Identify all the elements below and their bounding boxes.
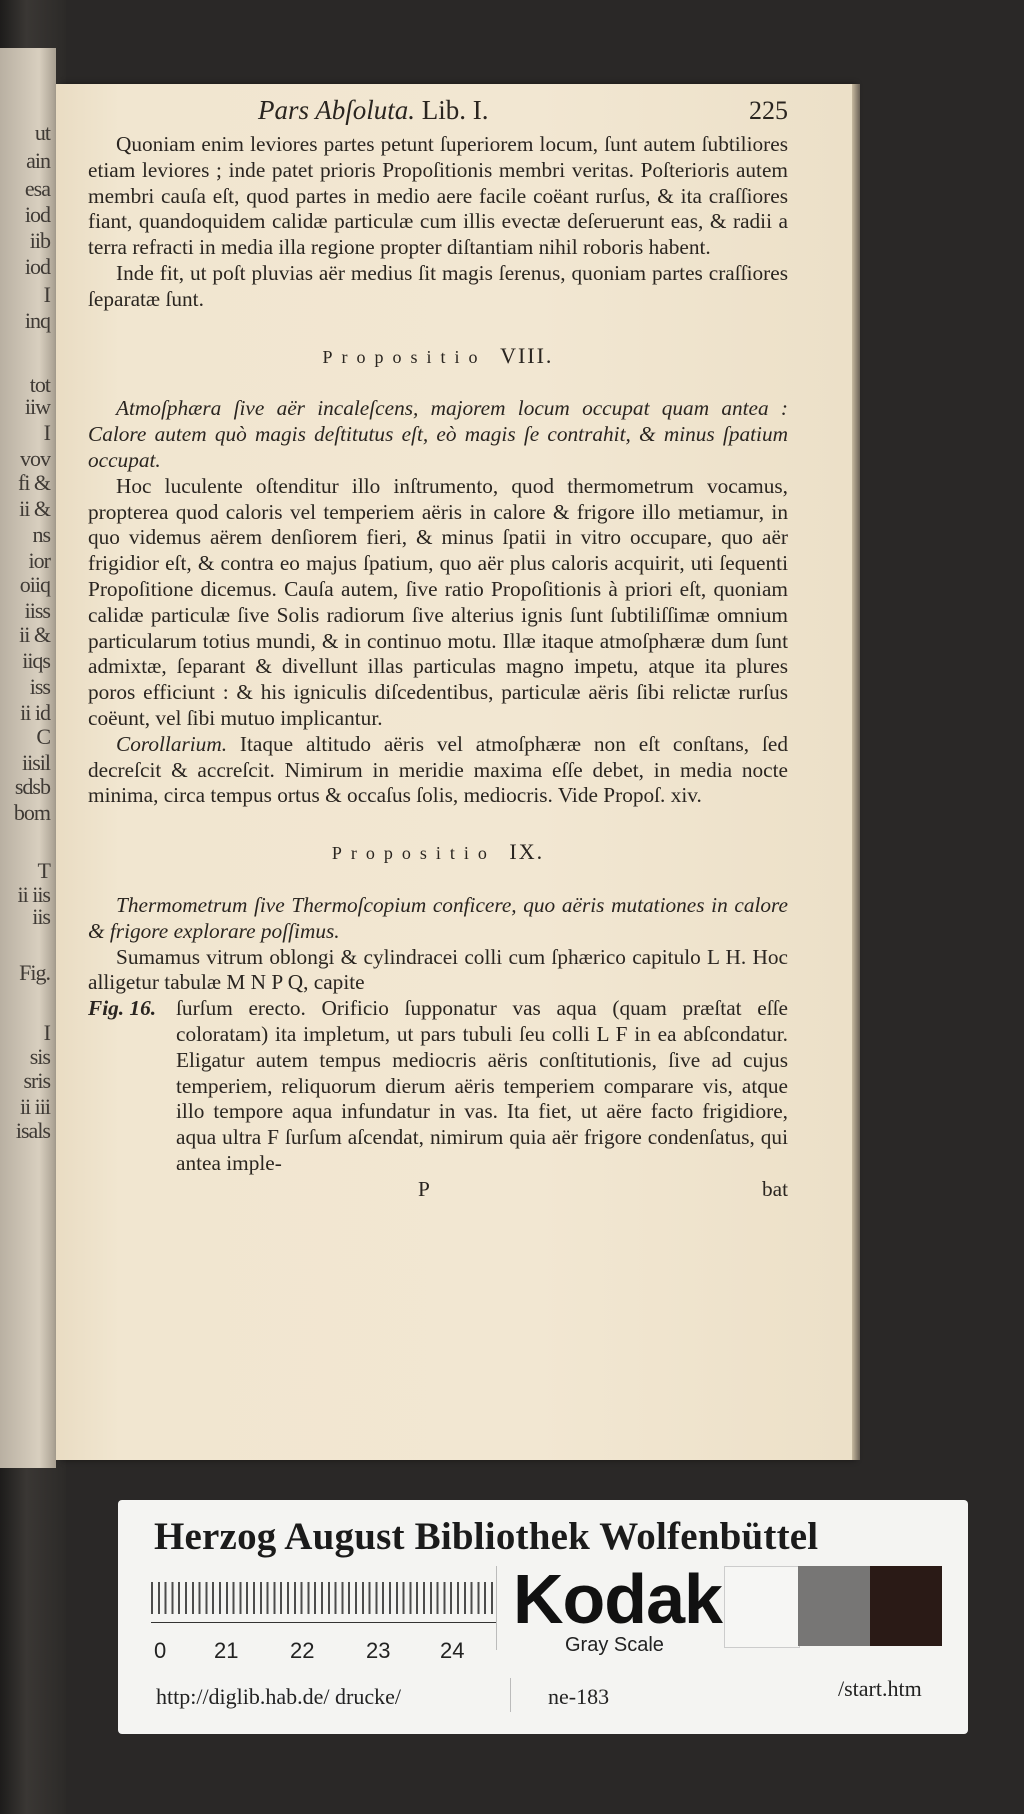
prev-page-fragment: isals [15,1118,50,1143]
prev-page-fragment: bom [13,800,50,825]
previous-page-edge [0,48,56,1468]
prev-page-fragment: T [37,858,50,883]
running-head-title [258,95,489,125]
page-number: 225 [749,96,788,125]
corollary-label: Corollarium. [116,731,228,756]
prev-page-fragment: iod [24,202,50,227]
url-left: http://diglib.hab.de/ drucke/ [156,1684,402,1709]
running-head [88,95,788,132]
prev-page-fragment: I [43,420,50,445]
prev-page-fragment: ii iis [17,882,50,907]
running-head-lib: Lib. I. [421,95,489,125]
figure-reference-row [88,996,788,1177]
prev-page-fragment: iis [32,904,50,929]
ruler-number: 0 [154,1638,167,1663]
signature-mark: P [418,1176,430,1201]
prev-page-fragment: I [43,282,50,307]
paragraph: Sumamus vitrum oblongi & cylindracei colli cum ſphærico capitulo L H. Hoc alligetur tabulæ M N P Q, capite [88,944,788,995]
gray-swatch-white [724,1566,800,1648]
corollary [88,732,788,809]
running-head-part: Pars Abſoluta. [258,95,416,125]
prev-page-fragment: Fig. [19,960,50,985]
prev-page-fragment: ior [28,548,50,573]
prev-page-fragment: iiss [24,598,50,623]
ruler-number: 22 [290,1638,315,1663]
prev-page-fragment: iiqs [22,648,50,673]
library-name: Herzog August Bibliothek Wolfenbüttel [154,1515,819,1558]
heading-number: IX. [509,839,545,865]
ruler [151,1582,497,1623]
prev-page-fragment: ain [26,148,50,173]
catchword: bat [761,1176,788,1201]
prev-page-fragment: ii & [19,622,50,647]
page-edge-shadow [852,84,860,1460]
corollary-text: Itaque altitudo aëris vel atmoſphæræ non eſt conſtans, ſed decreſcit & accreſcit. Nimirum in meridie maxima eſſe debet, in media nocte minima, circa tempus ortus & occaſus ſolis, mediocris. Vide Propoſ. xiv. [88,731,788,808]
prev-page-fragment: iib [29,228,50,253]
heading-number: VIII. [500,342,554,368]
heading-word: Propositio [322,346,487,367]
proposition-heading-9 [88,839,788,867]
prev-page-fragment: ii & [19,496,50,521]
kodak-logo: Kodak [513,1560,722,1638]
paragraph: ſurſum erecto. Orificio ſupponatur vas aqua (quam præſtat eſſe coloratam) ita impletum, ut pars tubuli ſeu colli L F in ea abſcondatur. Eligatur autem tempus mediocris aëris conſtitutionis, ſive ad cujus temperiem, reliquorum dierum aëris temperiem comparare vis, atque illo tempore aqua infundatur in vas. Ita fiet, ut aëre facto frigidiore, aqua ultra F ſurſum aſcendat, nimirum quia aër frigore condenſatus, qui antea imple- [176,996,788,1175]
ruler-ticks [151,1582,497,1614]
prev-page-fragment: esa [24,176,50,201]
prev-page-fragment: sis [29,1044,50,1069]
prev-page-fragment: iiw [24,394,50,419]
prev-page-fragment: sdsb [14,774,50,799]
prev-page-fragment: ii id [20,700,50,725]
gray-scale-label: Gray Scale [565,1634,664,1656]
url-right: /start.htm [838,1676,922,1701]
prev-page-fragment: oiiq [19,572,50,597]
paragraph: Hoc luculente oſtenditur illo inſtrumento, quod thermometrum vocamus, propterea quod caloris vel temperiem aëris in calore & frigore illo metiamur, in quo videmus aërem denſiorem fieri, & minus ſpatii in vitro occupare, quo aër frigidior eſt, & contra eo majus ſpatium, quo aër plus caloris acquirit, uti ſequenti Propoſitione dicemus. Cauſa autem, ſive ratio Propoſitionis à priori eſt, quoniam calidæ particulæ ſive Solis radiorum ſive alterius ignis ſunt ſubtiliſſimæ omnium particularum totius mundi, & in continuo motu. Illæ itaque atmoſphæræ dum ſunt admixtæ, ſeparant & divellunt illas particulas magno impetu, atque ita plures poros efficiunt : & his igniculis diſcedentibus, particulæ aëris ſibi relictæ rurſus coëunt, vel ſibi mutuo implicantur. [88,473,788,730]
url-middle: ne-183 [548,1684,610,1709]
heading-word: Propositio [331,843,496,864]
ruler-number: 23 [366,1638,391,1663]
prev-page-fragment: sris [23,1068,50,1093]
prev-page-fragment: fi & [17,470,50,495]
prev-page-fragment: inq [24,308,50,333]
proposition-heading-8 [88,343,788,371]
prev-page-fragment: ii iii [19,1094,50,1119]
divider [496,1566,497,1650]
book-page [56,84,852,1460]
proposition-statement: Thermometrum ſive Thermoſcopium conficere, quo aëris mutationes in calore & frigore explorare poſſimus. [88,892,788,943]
prev-page-fragment: iisil [21,750,50,775]
prev-page-fragment: iss [29,674,50,699]
prev-page-fragment: iod [24,254,50,279]
color-target-card [118,1500,968,1734]
signature-line [88,1177,788,1201]
prev-page-fragment: ut [34,120,50,145]
paragraph: Quoniam enim leviores partes petunt ſuperiorem locum, ſunt autem ſubtiliores etiam leviores ; inde patet prioris Propoſitionis membri veritas. Poſterioris autem membri cauſa eſt, quod partes in medio aere facile coëant rurſus, & ita craſſiores fiant, quandoquidem calidæ particulæ cum illis evectæ deſeruerunt eas, & radii a terra refracti in media illa regione propter diſtantiam nihil roboris habent. [88,132,788,260]
ruler-number: 21 [214,1638,239,1663]
prev-page-fragment: ns [32,522,50,547]
prev-page-fragment: tot [29,372,50,397]
page-text [88,95,788,1201]
ruler-number: 24 [440,1638,465,1663]
prev-page-fragment: vov [20,446,50,471]
divider [510,1678,511,1712]
gray-swatch-dark [870,1566,942,1646]
figure-label: Fig. 16. [88,996,157,1021]
prev-page-fragment: I [43,1020,50,1045]
paragraph: Inde fit, ut poſt pluvias aër medius ſit magis ſerenus, quoniam partes craſſiores ſeparatæ ſunt. [88,260,788,311]
prev-page-fragment: C [36,724,50,749]
gray-swatch-mid [798,1566,870,1646]
proposition-statement: Atmoſphæra ſive aër incaleſcens, majorem locum occupat quam antea : Calore autem quò magis deſtitutus eſt, eò magis ſe contrahit, & minus ſpatium occupat. [88,396,788,472]
